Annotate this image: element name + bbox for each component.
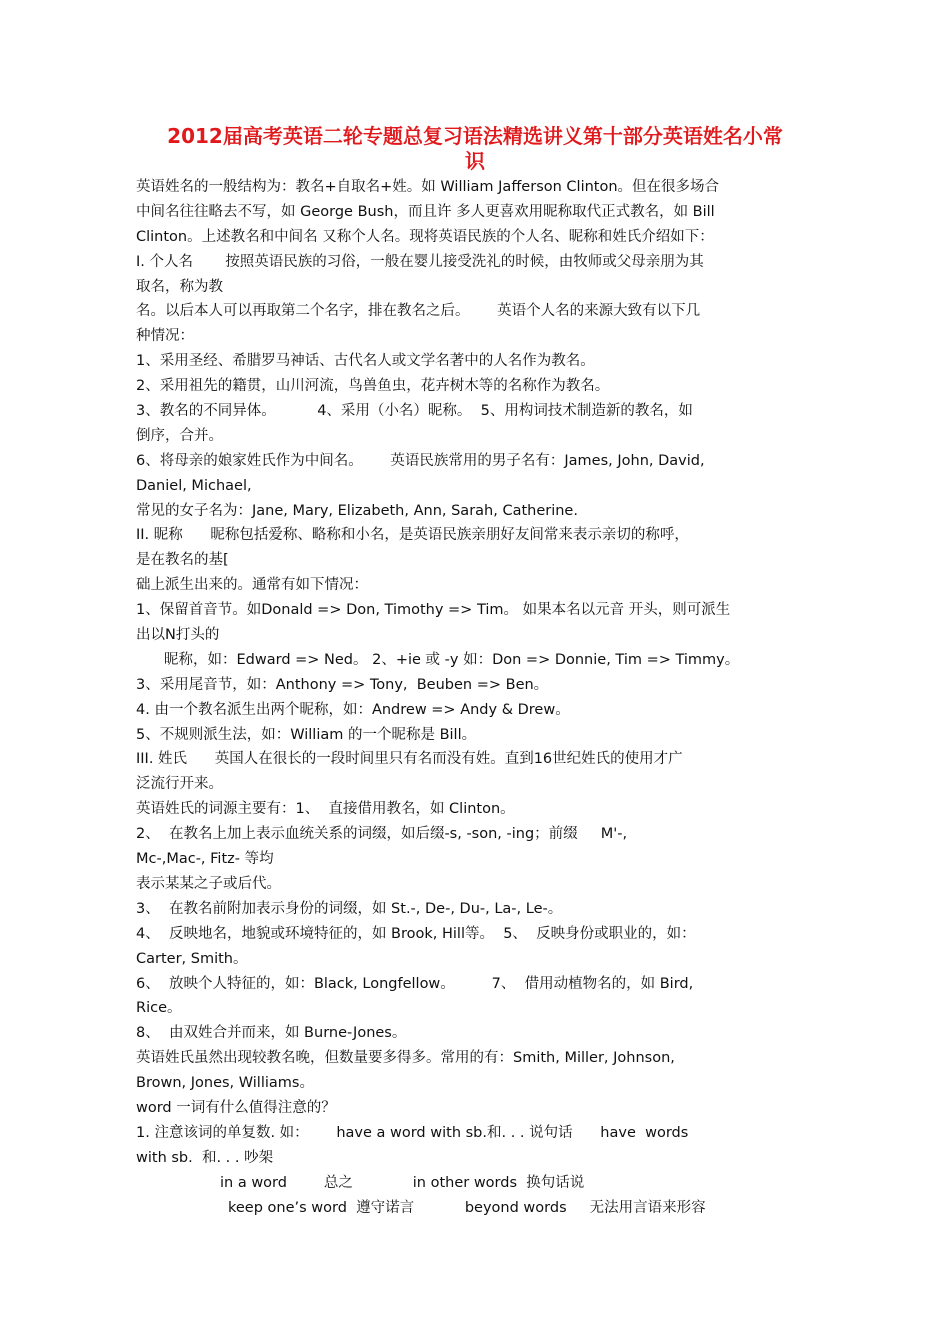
text-line: Rice。 [136, 1000, 182, 1017]
phrase-line: keep one’s word 遵守诺言 beyond words 无法用言语来形容 [228, 1199, 706, 1216]
list-item: 4. 由一个教名派生出两个昵称，如：Andrew => Andy & Drew。 [136, 701, 570, 718]
text-line: 种情况： [136, 328, 194, 345]
list-item: 1、采用圣经、希腊罗马神话、古代名人或文学名著中的人名作为教名。 [136, 353, 595, 370]
list-item: 3、 在教名前附加表示身份的词缀，如 St.-, De-, Du-, La-, Le-。 [136, 900, 563, 917]
text-line: 表示某某之子或后代。 [136, 875, 281, 892]
text-line: 名。以后本人可以再取第二个名字，排在教名之后。 英语个人名的来源大致有以下几 [136, 303, 701, 320]
text-line: 英语姓氏虽然出现较教名晚，但数量要多得多。常用的有：Smith, Miller, Johnson, [136, 1050, 675, 1067]
text-line: Mc-,Mac-, Fitz- 等均 [136, 851, 274, 868]
list-item: 8、 由双姓合并而来，如 Burne-Jones。 [136, 1025, 407, 1042]
text-line: 常见的女子名为：Jane, Mary, Elizabeth, Ann, Sarah, Catherine. [136, 502, 578, 519]
list-item: 3、采用尾音节，如：Anthony => Tony, Beuben => Ben。 [136, 676, 549, 693]
document-title [120, 124, 830, 174]
section-heading-surnames: III. 姓氏 英国人在很长的一段时间里只有名而没有姓。直到16世纪姓氏的使用才广 [136, 751, 683, 768]
title-line-2: 识 [465, 149, 485, 173]
text-line: with sb. 和. . . 吵架 [136, 1149, 274, 1166]
title-line-1: 2012届高考英语二轮专题总复习语法精选讲义第十部分英语姓名小常 [167, 124, 783, 148]
list-item: 1. 注意该词的单复数. 如： have a word with sb.和. . . 说句话 have words [136, 1124, 689, 1141]
section-heading-personal-names: I. 个人名 按照英语民族的习俗，一般在婴儿接受洗礼的时候，由牧师或父母亲朋为其 [136, 253, 704, 270]
list-item: 2、 在教名上加上表示血统关系的词缀，如后缀-s, -son, -ing；前缀 M'-, [136, 826, 628, 843]
text-line: 是在教名的基[ [136, 552, 229, 569]
text-line: 英语姓氏的词源主要有：1、 直接借用教名，如 Clinton。 [136, 801, 515, 818]
text-line: 础上派生出来的。通常有如下情况： [136, 577, 368, 594]
list-item: 6、将母亲的娘家姓氏作为中间名。 英语民族常用的男子名有：James, John, David, [136, 452, 705, 469]
text-line: 取名，称为教 [136, 278, 223, 295]
text-line: Brown, Jones, Williams。 [136, 1075, 314, 1092]
text-line: 中间名往往略去不写，如 George Bush，而且许 多人更喜欢用昵称取代正式教名，如 Bill [136, 203, 715, 220]
list-item: 6、 放映个人特征的，如：Black, Longfellow。 7、 借用动植物名的，如 Bird, [136, 975, 694, 992]
text-line: Carter, Smith。 [136, 950, 248, 967]
list-item: 2、采用祖先的籍贯，山川河流，鸟兽鱼虫，花卉树木等的名称作为教名。 [136, 378, 610, 395]
text-line: 泛流行开来。 [136, 776, 223, 793]
list-item: 5、不规则派生法，如：William 的一个昵称是 Bill。 [136, 726, 477, 743]
text-line: 昵称，如：Edward => Ned。 2、+ie 或 -y 如：Don => Donnie, Tim => Timmy。 [164, 651, 740, 668]
document-body [136, 175, 816, 1220]
text-line: Clinton。上述教名和中间名 又称个人名。现将英语民族的个人名、昵称和姓氏介绍如下： [136, 228, 714, 245]
section-heading-nicknames: II. 昵称 昵称包括爱称、略称和小名，是英语民族亲朋好友间常来表示亲切的称呼， [136, 527, 689, 544]
text-line: 英语姓名的一般结构为：教名+自取名+姓。如 William Jafferson Clinton。但在很多场合 [136, 179, 720, 195]
list-item: 3、教名的不同异体。 4、采用（小名）昵称。 5、用构词技术制造新的教名，如 [136, 403, 693, 420]
question-heading: word 一词有什么值得注意的？ [136, 1099, 336, 1116]
list-item: 4、 反映地名，地貌或环境特征的，如 Brook, Hill等。 5、 反映身份或职业的，如： [136, 925, 696, 942]
text-line: Daniel, Michael, [136, 477, 252, 494]
text-line: 倒序，合并。 [136, 427, 223, 444]
phrase-line: in a word 总之 in other words 换句话说 [220, 1174, 585, 1191]
text-line: 出以N打头的 [136, 627, 220, 644]
list-item: 1、保留首音节。如Donald => Don, Timothy => Tim。 如果本名以元音 开头，则可派生 [136, 602, 731, 619]
